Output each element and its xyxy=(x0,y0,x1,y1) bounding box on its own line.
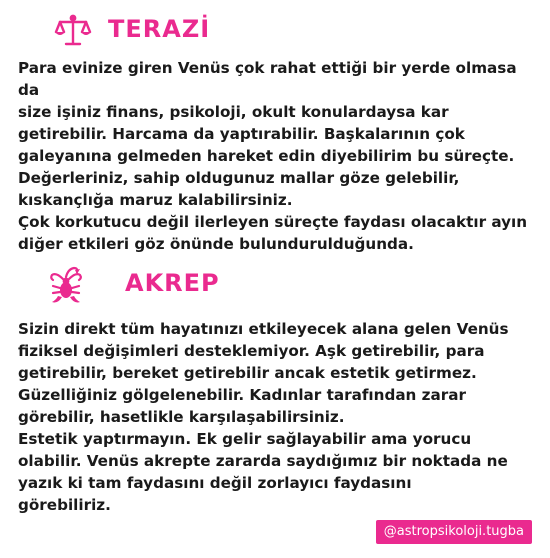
libra-text: Para evinize giren Venüs çok rahat ettiği bir yerde olmasa da size işiniz finans, psikoloji, okult konulardaysa kar getirebilir. Harcama da yaptırabilir. Başkalarının çok galeyanına gelmeden hareket edin diyebilirim bu süreçte. Değerleriniz, sahip oldugunuz mallar göze gelebilir, kıskançlığa maruz kalabilirsiniz. Çok korkutucu değil ilerleyen süreçte faydası olacaktır ayın diğer etkileri göz önünde bulundurulduğunda. xyxy=(18,59,528,253)
libra-scale-icon xyxy=(52,10,94,52)
libra-title: TERAZİ xyxy=(108,15,211,43)
scorpio-text: Sizin direkt tüm hayatınızı etkileyecek alana gelen Venüs fiziksel değişimleri desteklemiyor. Aşk getirebilir, para getirebilir, bereket getirebilir ancak estetik getirmez. Güzelliğiniz gölgelenebilir. Kadınlar tarafından zarar görebilir, hasetlikle karşılaşabilirsiniz. Estetik yaptırmayın. Ek gelir sağlayabilir ama yorucu olabilir. Venüs akrepte zararda saydığımız bir noktada ne yazık ki tam faydasını değil zorlayıcı faydasını görebiliriz. xyxy=(18,320,509,514)
scorpio-header xyxy=(0,262,550,306)
libra-header xyxy=(0,8,550,52)
scorpion-icon xyxy=(44,264,86,306)
watermark-badge: @astropsikoloji.tugba xyxy=(376,520,532,544)
scorpio-title: AKREP xyxy=(125,269,220,297)
